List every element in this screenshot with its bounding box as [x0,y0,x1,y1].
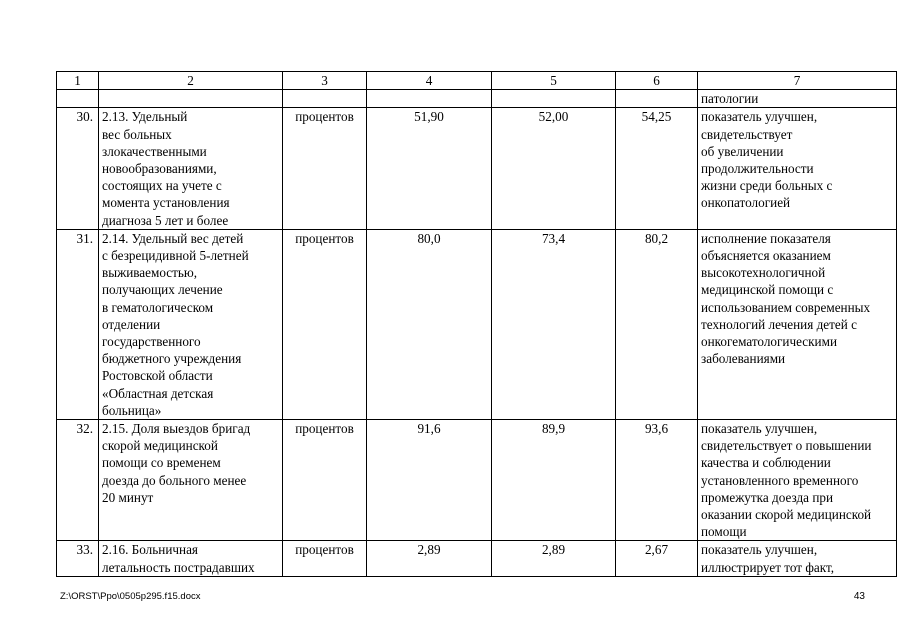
value-col-4: 2,89 [367,541,492,576]
header-col-4: 4 [367,72,492,90]
note-cell: показатель улучшен, свидетельствует о повышении качества и соблюдении установленного временного промежутка доезда при оказании скорой медицинской помощи [698,420,897,541]
value-col-6: 80,2 [616,229,698,419]
unit-cell: процентов [283,229,367,419]
table-row [57,229,897,419]
continuation-row [57,90,897,108]
cell-empty [492,90,616,108]
value-col-5: 89,9 [492,420,616,541]
note-cell: показатель улучшен, иллюстрирует тот факт, [698,541,897,576]
unit-cell: процентов [283,420,367,541]
value-col-6: 2,67 [616,541,698,576]
page-number: 43 [853,591,865,602]
value-col-5: 2,89 [492,541,616,576]
cell-empty [99,90,283,108]
indicator-name: 2.13. Удельный вес больных злокачественными новообразованиями, состоящих на учете с момента установления диагноза 5 лет и более [99,108,283,229]
unit-cell: процентов [283,541,367,576]
value-col-5: 52,00 [492,108,616,229]
row-number: 32. [57,420,99,541]
indicator-name: 2.15. Доля выездов бригад скорой медицинской помощи со временем доезда до больного менее 20 минут [99,420,283,541]
note-cell: исполнение показателя объясняется оказанием высокотехнологичной медицинской помощи с использованием современных технологий лечения детей с онкогематологическими заболеваниями [698,229,897,419]
table-row [57,108,897,229]
value-col-5: 73,4 [492,229,616,419]
footer-file-path: Z:\ORST\Ppo\0505p295.f15.docx [60,591,201,602]
header-col-7: 7 [698,72,897,90]
cell-note-continuation: патологии [698,90,897,108]
value-col-6: 93,6 [616,420,698,541]
header-col-3: 3 [283,72,367,90]
value-col-4: 51,90 [367,108,492,229]
indicator-name: 2.16. Больничная летальность пострадавших [99,541,283,576]
value-col-6: 54,25 [616,108,698,229]
header-row [57,72,897,90]
row-number: 30. [57,108,99,229]
indicators-table [56,71,897,577]
note-cell: показатель улучшен, свидетельствует об увеличении продолжительности жизни среди больных с онкопатологией [698,108,897,229]
header-col-5: 5 [492,72,616,90]
cell-empty [57,90,99,108]
indicator-name: 2.14. Удельный вес детей с безрецидивной 5-летней выживаемостью, получающих лечение в гематологическом отделении государственного бюджетного учреждения Ростовской области «Областная детская больница» [99,229,283,419]
header-col-1: 1 [57,72,99,90]
value-col-4: 80,0 [367,229,492,419]
header-col-6: 6 [616,72,698,90]
table-row [57,420,897,541]
header-col-2: 2 [99,72,283,90]
cell-empty [616,90,698,108]
table-row [57,541,897,576]
row-number: 33. [57,541,99,576]
value-col-4: 91,6 [367,420,492,541]
cell-empty [283,90,367,108]
row-number: 31. [57,229,99,419]
unit-cell: процентов [283,108,367,229]
cell-empty [367,90,492,108]
